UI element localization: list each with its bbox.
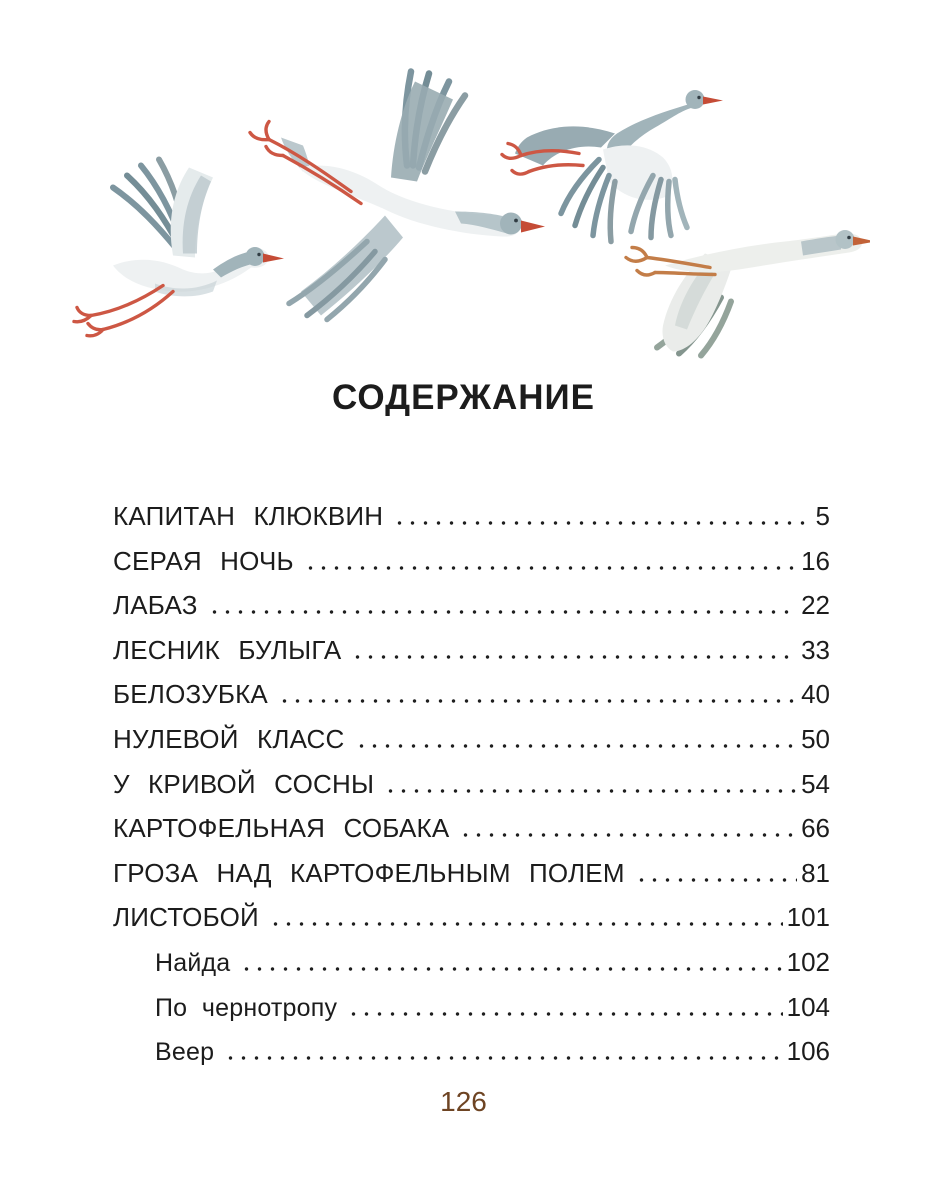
dot-leader bbox=[347, 1012, 782, 1016]
crane-4 bbox=[626, 230, 870, 356]
toc-entry-title: ЛАБАЗ bbox=[113, 590, 198, 621]
dot-leader bbox=[224, 1056, 782, 1060]
dot-leader bbox=[278, 699, 797, 703]
dot-leader bbox=[355, 744, 798, 748]
toc-entry-page: 33 bbox=[801, 634, 830, 665]
table-of-contents bbox=[113, 501, 830, 1081]
toc-entry-page: 16 bbox=[801, 545, 830, 576]
toc-entry-page: 66 bbox=[801, 813, 830, 844]
dot-leader bbox=[384, 789, 797, 793]
toc-entry-page: 81 bbox=[801, 857, 830, 888]
page-number: 126 bbox=[440, 1086, 487, 1117]
crane-3 bbox=[502, 90, 723, 242]
toc-entry-title: ГРОЗА НАД КАРТОФЕЛЬНЫМ ПОЛЕМ bbox=[113, 857, 625, 888]
toc-entry-page: 5 bbox=[815, 501, 830, 531]
crane-1 bbox=[74, 160, 284, 336]
toc-entry-page: 102 bbox=[786, 946, 830, 977]
toc-entry-page: 101 bbox=[786, 902, 830, 933]
toc-entry-title: БЕЛОЗУБКА bbox=[113, 679, 268, 710]
dot-leader bbox=[269, 922, 783, 926]
toc-entry-title: КАПИТАН КЛЮКВИН bbox=[113, 501, 384, 531]
toc-entry-title: ЛИСТОБОЙ bbox=[113, 902, 259, 933]
cranes-svg bbox=[55, 52, 870, 367]
toc-entry-page: 54 bbox=[801, 768, 830, 799]
dot-leader bbox=[635, 878, 797, 882]
toc-entry-title: Веер bbox=[155, 1038, 215, 1067]
toc-entry-title: СЕРАЯ НОЧЬ bbox=[113, 545, 294, 576]
toc-entry-title: НУЛЕВОЙ КЛАСС bbox=[113, 723, 345, 754]
toc-entry bbox=[113, 546, 830, 591]
dot-leader bbox=[393, 521, 811, 525]
toc-entry-title: Найда bbox=[155, 948, 231, 977]
dot-leader bbox=[208, 610, 797, 614]
toc-entry bbox=[113, 769, 830, 814]
toc-entry-title: КАРТОФЕЛЬНАЯ СОБАКА bbox=[113, 813, 450, 844]
toc-entry bbox=[113, 858, 830, 903]
crane-2 bbox=[250, 72, 545, 320]
toc-entry-title: По чернотропу bbox=[155, 993, 338, 1022]
toc-entry bbox=[113, 902, 830, 947]
toc-entry-title: ЛЕСНИК БУЛЫГА bbox=[113, 634, 342, 665]
toc-entry bbox=[113, 947, 830, 992]
toc-entry-page: 22 bbox=[801, 590, 830, 621]
toc-entry bbox=[113, 813, 830, 858]
contents-title: СОДЕРЖАНИЕ bbox=[331, 378, 595, 417]
dot-leader bbox=[459, 833, 797, 837]
toc-entry bbox=[113, 1036, 830, 1081]
toc-entry-page: 106 bbox=[786, 1036, 830, 1067]
flying-cranes-illustration bbox=[55, 52, 870, 367]
toc-entry bbox=[113, 992, 830, 1037]
toc-entry bbox=[113, 724, 830, 769]
dot-leader bbox=[240, 967, 782, 971]
toc-entry-page: 50 bbox=[801, 723, 830, 754]
toc-entry bbox=[113, 635, 830, 680]
toc-entry bbox=[113, 679, 830, 724]
toc-entry bbox=[113, 590, 830, 635]
dot-leader bbox=[304, 566, 797, 570]
toc-entry-page: 40 bbox=[801, 679, 830, 710]
dot-leader bbox=[351, 655, 797, 659]
toc-entry-title: У КРИВОЙ СОСНЫ bbox=[113, 768, 375, 799]
toc-entry-page: 104 bbox=[786, 991, 830, 1022]
toc-entry bbox=[113, 501, 830, 546]
